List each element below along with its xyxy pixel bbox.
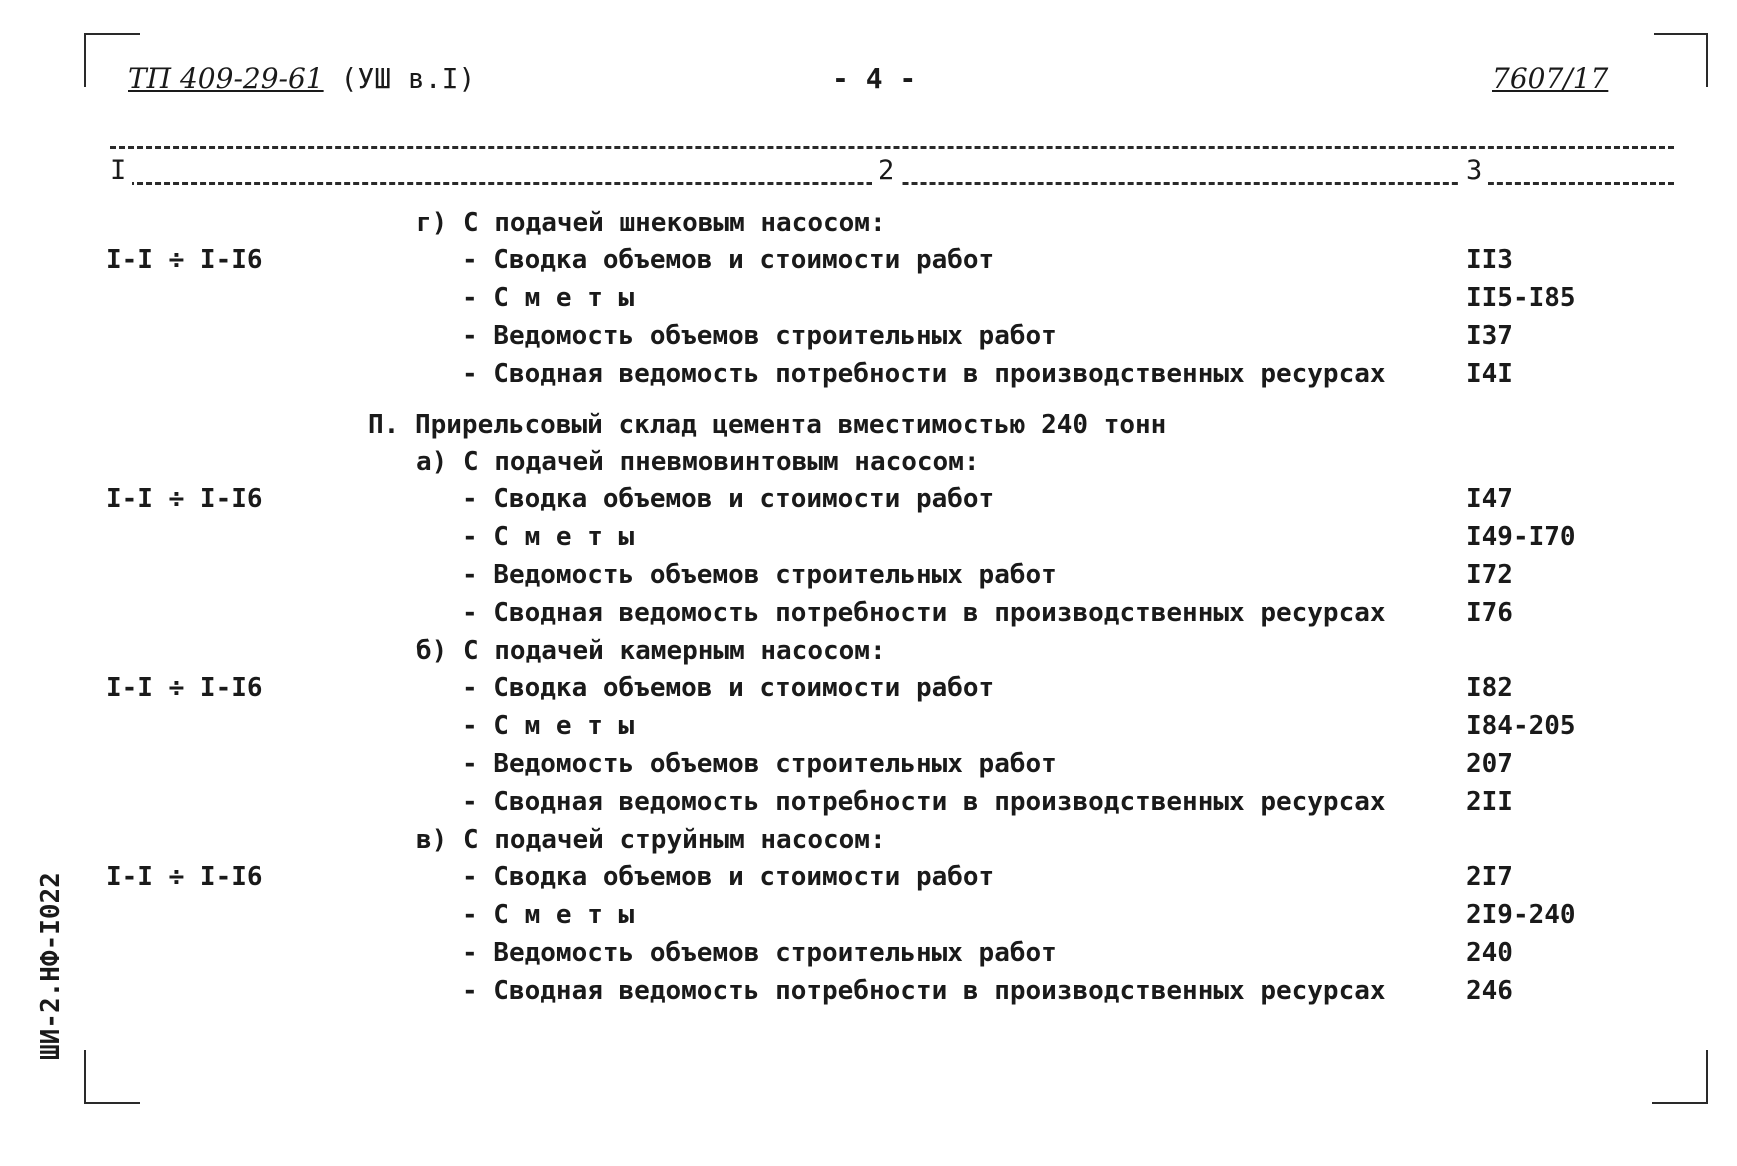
entry-title: - Сводка объемов и стоимости работ xyxy=(462,862,995,892)
entry-title: - Сводка объемов и стоимости работ xyxy=(462,484,995,514)
contents-row xyxy=(0,938,1737,974)
contents-row xyxy=(0,208,1737,244)
entry-title: - Сводная ведомость потребности в производственных ресурсах xyxy=(462,787,1386,817)
page-reference: I37 xyxy=(1466,321,1513,351)
contents-row xyxy=(0,711,1737,747)
section-code: I-I ÷ I-I6 xyxy=(106,862,263,892)
section-code: I-I ÷ I-I6 xyxy=(106,245,263,275)
page-reference: 2I7 xyxy=(1466,862,1513,892)
contents-row xyxy=(0,862,1737,898)
entry-title: - Ведомость объемов строительных работ xyxy=(462,749,1057,779)
entry-title: - Ведомость объемов строительных работ xyxy=(462,321,1057,351)
entry-title: - Сводная ведомость потребности в производственных ресурсах xyxy=(462,598,1386,628)
page-reference: I84-205 xyxy=(1466,711,1576,741)
page-reference: 2I9-240 xyxy=(1466,900,1576,930)
contents-row xyxy=(0,825,1737,861)
contents-row xyxy=(0,749,1737,785)
side-stamp: ШИ-2.НФ-I022 xyxy=(36,872,66,1060)
document-header xyxy=(128,62,475,95)
page-reference: I47 xyxy=(1466,484,1513,514)
page-reference: 246 xyxy=(1466,976,1513,1006)
page-reference: II5-I85 xyxy=(1466,283,1576,313)
page-reference: I72 xyxy=(1466,560,1513,590)
page-reference: 2II xyxy=(1466,787,1513,817)
section-code: I-I ÷ I-I6 xyxy=(106,484,263,514)
contents-row xyxy=(0,900,1737,936)
inventory-number: 7607/17 xyxy=(1492,62,1609,95)
page-reference: I76 xyxy=(1466,598,1513,628)
column-number-1: I xyxy=(104,155,132,186)
header-rule-top xyxy=(110,146,1674,149)
contents-row xyxy=(0,598,1737,634)
page-number: - 4 - xyxy=(832,62,917,95)
contents-row xyxy=(0,636,1737,672)
contents-row xyxy=(0,976,1737,1012)
contents-row xyxy=(0,560,1737,596)
contents-row xyxy=(0,283,1737,319)
entry-title: - Сводная ведомость потребности в производственных ресурсах xyxy=(462,359,1386,389)
contents-row xyxy=(0,410,1737,446)
contents-row xyxy=(0,787,1737,823)
entry-title: б) С подачей камерным насосом: xyxy=(416,636,886,666)
entry-title: в) С подачей струйным насосом: xyxy=(416,825,886,855)
corner-mark-bottom-left xyxy=(84,1050,140,1104)
entry-title: - С м е т ы xyxy=(462,283,635,313)
entry-title: - Сводка объемов и стоимости работ xyxy=(462,245,995,275)
contents-row xyxy=(0,447,1737,483)
entry-title: - С м е т ы xyxy=(462,711,635,741)
page-reference: 207 xyxy=(1466,749,1513,779)
section-code: I-I ÷ I-I6 xyxy=(106,673,263,703)
entry-title: - Сводка объемов и стоимости работ xyxy=(462,673,995,703)
document-volume: (УШ в.I) xyxy=(340,62,476,95)
page-reference: I4I xyxy=(1466,359,1513,389)
contents-row xyxy=(0,245,1737,281)
contents-row xyxy=(0,321,1737,357)
entry-title: - С м е т ы xyxy=(462,522,635,552)
corner-mark-bottom-right xyxy=(1652,1050,1708,1104)
page-reference: I82 xyxy=(1466,673,1513,703)
contents-row xyxy=(0,359,1737,395)
column-number-2: 2 xyxy=(872,155,900,186)
contents-row xyxy=(0,522,1737,558)
page-reference: II3 xyxy=(1466,245,1513,275)
page-reference: I49-I70 xyxy=(1466,522,1576,552)
corner-mark-top-right xyxy=(1654,33,1708,87)
entry-title: - С м е т ы xyxy=(462,900,635,930)
document-designation: ТП 409-29-61 xyxy=(128,62,324,95)
contents-row xyxy=(0,673,1737,709)
entry-title: - Ведомость объемов строительных работ xyxy=(462,560,1057,590)
column-number-3: 3 xyxy=(1460,155,1488,186)
entry-title: а) С подачей пневмовинтовым насосом: xyxy=(416,447,980,477)
contents-row xyxy=(0,484,1737,520)
entry-title: - Ведомость объемов строительных работ xyxy=(462,938,1057,968)
page-reference: 240 xyxy=(1466,938,1513,968)
entry-title: г) С подачей шнековым насосом: xyxy=(416,208,886,238)
entry-title: - Сводная ведомость потребности в производственных ресурсах xyxy=(462,976,1386,1006)
entry-title: П. Прирельсовый склад цемента вместимостью 240 тонн xyxy=(368,410,1167,440)
